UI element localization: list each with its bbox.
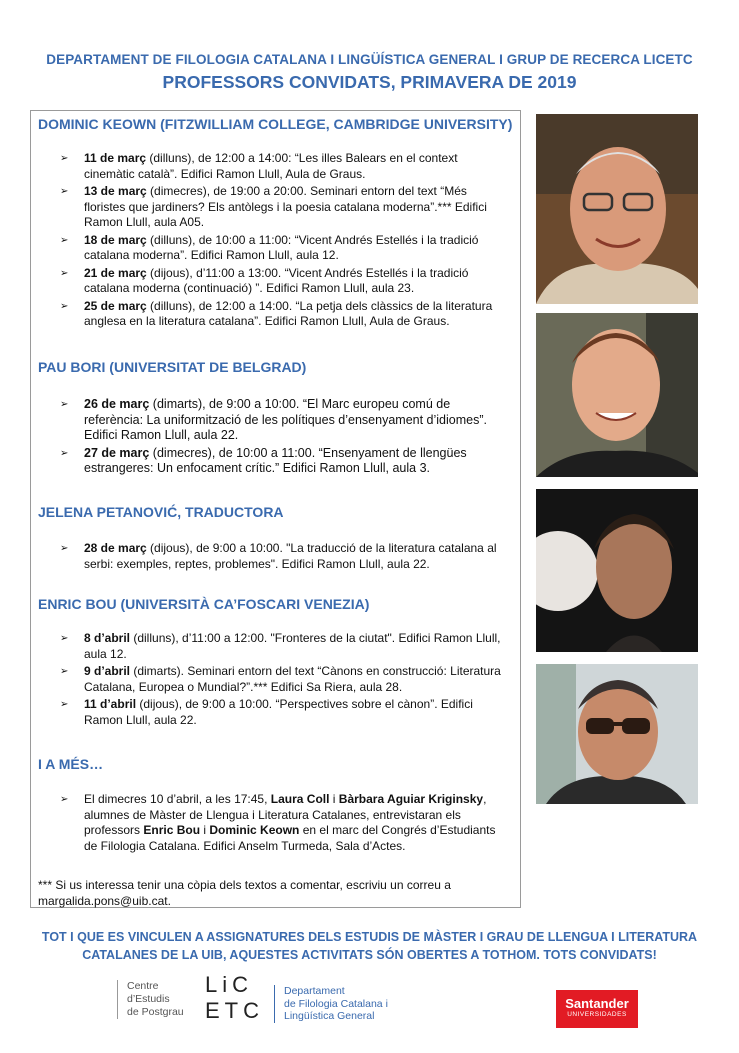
- arrow-bullet-icon: ➢: [60, 543, 69, 554]
- logo-santander: Santander UNIVERSIDADES: [556, 990, 638, 1028]
- section-title-bou: ENRIC BOU (UNIVERSITÀ CA’FOSCARI VENEZIA): [38, 596, 370, 612]
- list-petanovic: [58, 541, 510, 574]
- list-ames: [58, 792, 510, 856]
- section-title-keown: DOMINIC KEOWN (FITZWILLIAM COLLEGE, CAMBRIDGE UNIVERSITY): [38, 116, 513, 132]
- header-line-1: DEPARTAMENT DE FILOLOGIA CATALANA I LINGÜÍSTICA GENERAL I GRUP DE RECERCA LICETC: [46, 52, 693, 67]
- arrow-bullet-icon: ➢: [60, 666, 69, 677]
- footnote: *** Si us interessa tenir una còpia dels textos a comentar, escriviu un correu a margalida.pons@uib.cat.: [38, 878, 451, 908]
- list-item: ➢ 27 de març (dimecres), de 10:00 a 11:00. “Ensenyament de llengües estrangeres: Un enfocament crític.” Edifici Ramon Llull, aula 3.: [60, 445, 467, 475]
- logo-centre-estudis-postgrau: Centre d’Estudis de Postgrau: [117, 980, 207, 1019]
- section-title-ames: I A MÉS…: [38, 756, 104, 772]
- footer-note: TOT I QUE ES VINCULEN A ASSIGNATURES DELS ESTUDIS DE MÀSTER I GRAU DE LLENGUA I LITERATURA CATALANES DE LA UIB, AQUESTES ACTIVITATS SÓN OBERTES A TOTHOM. TOTS CONVIDATS!: [41, 930, 698, 962]
- list-bori: [58, 397, 510, 479]
- list-item: ➢ 8 d’abril (dilluns), d’11:00 a 12:00. "Fronteres de la ciutat". Edifici Ramon Llull, aula 12.: [60, 631, 501, 661]
- photo-keown: [536, 114, 698, 304]
- arrow-bullet-icon: ➢: [60, 300, 69, 312]
- arrow-bullet-icon: ➢: [60, 399, 69, 410]
- arrow-bullet-icon: ➢: [60, 794, 69, 805]
- section-title-bori: PAU BORI (UNIVERSITAT DE BELGRAD): [38, 359, 307, 375]
- section-title-petanovic: JELENA PETANOVIĆ, TRADUCTORA: [38, 504, 284, 520]
- photo-petanovic: [536, 489, 698, 652]
- arrow-bullet-icon: ➢: [60, 267, 69, 279]
- photo-bori: [536, 313, 698, 477]
- list-item: ➢ 28 de març (dijous), de 9:00 a 10:00. "La traducció de la literatura catalana al serbi: exemples, reptes, problemes". Edifici Ramon Llull, aula 22.: [60, 541, 497, 571]
- list-item: ➢ 21 de març (dijous), d’11:00 a 13:00. “Vicent Andrés Estellés i la tradició catalana moderna (continuació) ”. Edifici Ramon Llull, aula 23.: [60, 265, 469, 295]
- list-keown: [58, 151, 510, 332]
- list-item: ➢ 11 d’abril (dijous), de 9:00 a 10:00. “Perspectives sobre el cànon”. Edifici Ramon Llull, aula 22.: [60, 697, 473, 727]
- list-item: ➢ 18 de març (dilluns), de 10:00 a 11:00: “Vicent Andrés Estellés i la tradició catalana moderna”. Edifici Ramon Llull, aula 12.: [60, 232, 479, 262]
- photo-bou: [536, 664, 698, 804]
- arrow-bullet-icon: ➢: [60, 153, 69, 164]
- list-item: ➢ 26 de març (dimarts), de 9:00 a 10:00. “El Marc europeu comú de referència: La uniformització de les polítiques d’ensenyament d’idiomes”. Edifici Ramon Llull, aula 22.: [60, 397, 487, 442]
- list-item: ➢ 25 de març (dilluns), de 12:00 a 14:00. “La petja dels clàssics de la literatura anglesa en la literatura catalana”. Edifici Ramon Llull, Aula de Graus.: [60, 298, 493, 328]
- list-item: ➢ 9 d’abril (dimarts). Seminari entorn del text “Cànons en construcció: Literatura Catalana, Europea o Mundial?”.*** Edifici Sa Riera, aula 28.: [60, 664, 501, 694]
- list-item: ➢ El dimecres 10 d’abril, a les 17:45, Laura Coll i Bàrbara Aguiar Kriginsky, alumnes de Màster de Llengua i Literatura Catalanes, entrevistaran els professors Enric Bou i Dominic Keown en el marc del Congrés d’Estudiants de Filologia Catalana. Edifici Anselm Turmeda, Sala d’Actes.: [60, 792, 496, 853]
- list-bou: [58, 631, 510, 730]
- list-item: ➢ 11 de març (dilluns), de 12:00 a 14:00: “Les illes Balears en el context cinemàtic català”. Edifici Ramon Llull, Aula de Graus.: [60, 151, 458, 181]
- arrow-bullet-icon: ➢: [60, 699, 69, 710]
- logo-licetc: LiC ETC: [205, 972, 264, 1023]
- arrow-bullet-icon: ➢: [60, 234, 69, 246]
- logo-departament: Departament de Filologia Catalana i Lingüística General: [274, 985, 388, 1023]
- arrow-bullet-icon: ➢: [60, 447, 69, 459]
- arrow-bullet-icon: ➢: [60, 633, 69, 644]
- page-title: PROFESSORS CONVIDATS, PRIMAVERA DE 2019: [162, 72, 577, 92]
- list-item: ➢ 13 de març (dimecres), de 19:00 a 20:00. Seminari entorn del text “Més floristes que jardiners? Els antòlegs i la poesia catalana moderna”.*** Edifici Ramon Llull, aula A05.: [60, 184, 487, 229]
- arrow-bullet-icon: ➢: [60, 186, 69, 197]
